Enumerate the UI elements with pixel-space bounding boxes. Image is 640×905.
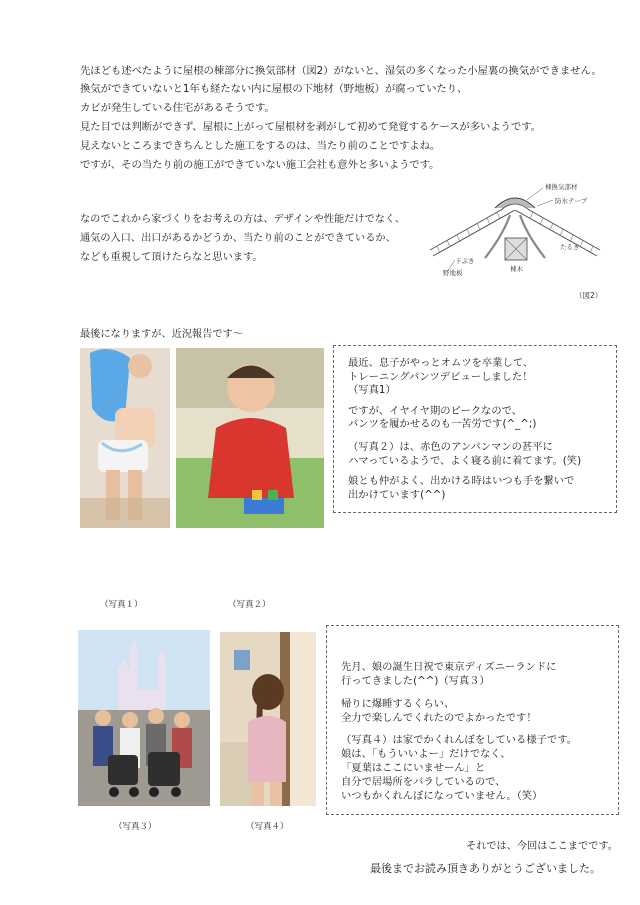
intro-line-1: 先ほども述べたように屋根の棟部分に換気部材（図2）がないと、湿気の多くなった小屋裏の換気ができません。 <box>80 65 602 77</box>
closing-line-1: それでは、今回はここまでです。 <box>466 841 618 852</box>
box2-line-11: いつもかくれんぼになっていません。（笑） <box>341 790 543 802</box>
roof-vent-diagram <box>425 180 625 300</box>
advice-paragraph <box>80 210 405 267</box>
photo-3 <box>78 630 210 806</box>
label-sheathing: 野地板 <box>443 269 463 277</box>
label-tape: 防水テープ <box>555 197 588 205</box>
photo-1 <box>80 348 170 528</box>
photo-2-caption: （写真２） <box>228 600 271 610</box>
photo-1-image <box>80 348 170 528</box>
box2-line-10: 自分で居場所をバラしているので、 <box>341 776 506 788</box>
box2-line-8: 娘は、「もういいよー」だけでなく、 <box>341 748 511 760</box>
intro-line-2: 換気ができていないと1年も経たない内に屋根の下地材（野地板）が腐っていたり、 <box>80 83 468 95</box>
box2-line-7: （写真４）は家でかくれんぼをしている様子です。 <box>341 734 578 746</box>
box1-line-6: パンツを履かせるのも一苦労です(^_^;) <box>348 418 537 430</box>
intro-line-5: 見えないところまできちんとした施工をするのは、当たり前のことですよね。 <box>80 140 441 152</box>
label-vent: 棟換気部材 <box>545 183 578 191</box>
news-box-1 <box>333 345 617 513</box>
label-ridge: 棟木 <box>510 265 523 273</box>
advice-line-3: なども重視して頂けたらなと思います。 <box>80 252 263 263</box>
box2-line-9: 「夏葉はここにいませーん」と <box>341 762 486 774</box>
box2-line-1: 先月、娘の誕生日祝で東京ディズニーランドに <box>341 661 557 673</box>
photo-3-caption: （写真３） <box>114 822 157 832</box>
roof-diagram-drawing <box>425 180 625 295</box>
box1-line-12: 出かけています(^^) <box>348 489 446 501</box>
news-box-2 <box>326 625 619 815</box>
intro-line-4: 見た目では判断ができず、屋根に上がって屋根材を剥がして初めて発覚するケースが多いようです。 <box>80 121 541 133</box>
box2-line-2: 行ってきました(^^)（写真３） <box>341 675 490 687</box>
photo-2-image <box>176 348 324 528</box>
box1-line-1: 最近、息子がやっとオムツを卒業して、 <box>348 357 534 369</box>
photo-1-caption: （写真１） <box>100 600 143 610</box>
box2-line-4: 帰りに爆睡するくらい、 <box>341 698 455 710</box>
advice-line-1: なのでこれから家づくりをお考えの方は、デザインや性能だけでなく、 <box>80 214 406 225</box>
figure-caption: （図2） <box>575 291 603 300</box>
box1-line-8: （写真２）は、赤色のアンパンマンの甚平に <box>348 441 553 453</box>
intro-line-3: カビが発生している住宅があるそうです。 <box>80 102 275 114</box>
photo-3-image <box>78 630 210 806</box>
closing-line-2: 最後までお読み頂きありがとうございました。 <box>370 862 601 875</box>
intro-line-6: ですが、その当たり前の施工ができていない施工会社も意外と多いようです。 <box>80 159 440 171</box>
box1-line-9: ハマっているようで、よく寝る前に着てます。(笑) <box>348 455 582 467</box>
advice-line-2: 通気の入口、出口があるかどうか、当たり前のことができているか、 <box>80 233 396 244</box>
photo-4 <box>220 632 316 806</box>
photo-2 <box>176 348 324 528</box>
news-heading: 最後になりますが、近況報告です～ <box>80 329 243 340</box>
label-underlay: 下ぶき <box>455 257 475 265</box>
box2-line-5: 全力で楽しんでくれたのでよかったです！ <box>341 712 537 724</box>
box1-line-3: （写真1） <box>348 384 396 396</box>
photo-4-image <box>220 632 316 806</box>
box1-line-11: 娘とも仲がよく、出かける時はいつも手を繋いで <box>348 475 575 487</box>
box1-line-5: ですが、イヤイヤ期のピークなので、 <box>348 405 523 417</box>
label-taruki: たるき <box>560 243 580 251</box>
photo-4-caption: （写真４） <box>246 822 289 832</box>
box1-line-2: トレーニングパンツデビューしました！ <box>348 371 533 383</box>
